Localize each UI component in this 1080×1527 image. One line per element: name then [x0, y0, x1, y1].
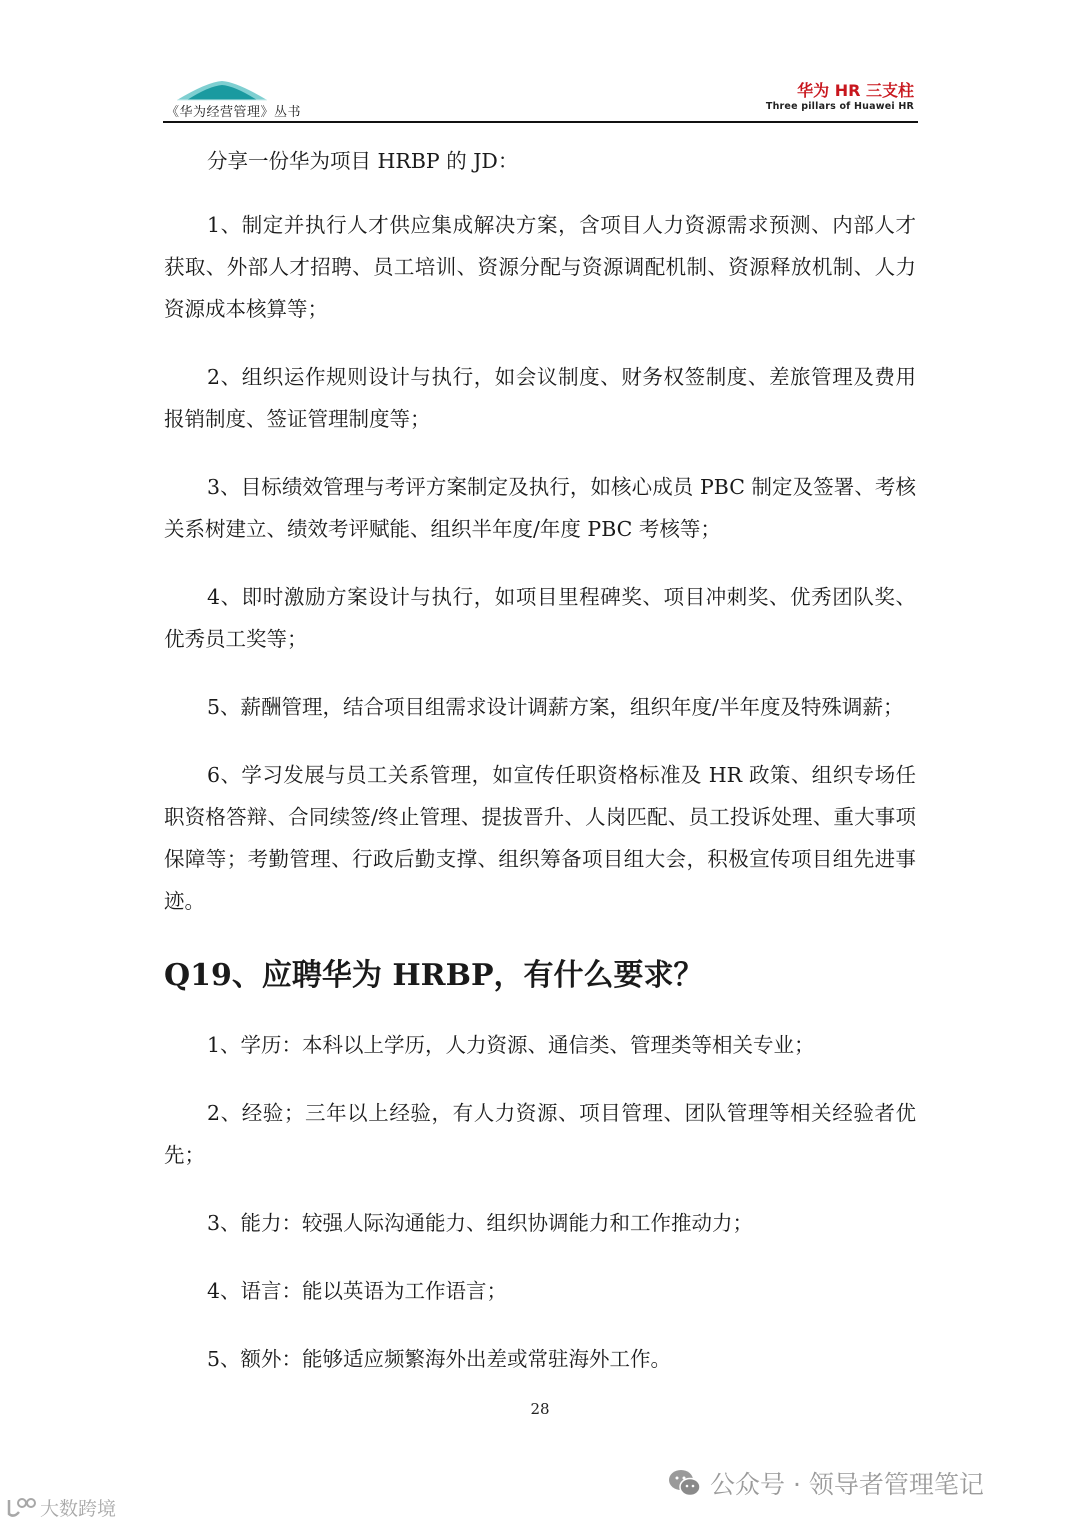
- jd-item: 3、目标绩效管理与考评方案制定及执行，如核心成员 PBC 制定及签署、考核关系树建立、绩效考评赋能、组织半年度/年度 PBC 考核等；: [164, 475, 916, 541]
- requirement-item: 5、额外：能够适应频繁海外出差或常驻海外工作。: [207, 1347, 672, 1371]
- brand-logo-icon: [6, 1497, 36, 1519]
- jd-item: 6、学习发展与员工关系管理，如宣传任职资格标准及 HR 政策、组织专场任职资格答辩、合同续签/终止管理、提拔晋升、人岗匹配、员工投诉处理、重大事项保障等；考勤管理、行政后勤支撑、组织筹备项目组大会，积极宣传项目组先进事迹。: [164, 763, 916, 913]
- jd-item: 2、组织运作规则设计与执行，如会议制度、财务权签制度、差旅管理及费用报销制度、签证管理制度等；: [164, 365, 916, 431]
- mountain-logo-icon: [177, 78, 267, 102]
- requirement-item: 4、语言：能以英语为工作语言；: [207, 1279, 508, 1303]
- wechat-watermark-text: 公众号 · 领导者管理笔记: [710, 1470, 984, 1499]
- header-divider: [163, 121, 918, 123]
- brand-watermark: [6, 1494, 116, 1521]
- requirement-item: 2、经验；三年以上经验，有人力资源、项目管理、团队管理等相关经验者优先；: [164, 1101, 916, 1167]
- page-header: [163, 74, 918, 124]
- wechat-icon: [668, 1468, 702, 1498]
- document-body: [164, 140, 916, 1406]
- brand-title-en: Three pillars of Huawei HR: [765, 101, 914, 112]
- brand-watermark-text: 大数跨境: [40, 1498, 117, 1520]
- intro-paragraph: 分享一份华为项目 HRBP 的 JD：: [207, 149, 519, 173]
- brand-block: [766, 82, 914, 114]
- jd-item: 5、薪酬管理，结合项目组需求设计调薪方案，组织年度/半年度及特殊调薪；: [207, 695, 904, 719]
- page-number: 28: [530, 1400, 550, 1418]
- series-title: 《华为经营管理》丛书: [166, 105, 302, 120]
- wechat-watermark: [668, 1465, 984, 1501]
- requirement-item: 3、能力：较强人际沟通能力、组织协调能力和工作推动力；: [207, 1211, 754, 1235]
- brand-title-cn: 华为 HR 三支柱: [797, 81, 914, 100]
- jd-item: 4、即时激励方案设计与执行，如项目里程碑奖、项目冲刺奖、优秀团队奖、优秀员工奖等；: [164, 585, 916, 651]
- requirement-item: 1、学历：本科以上学历，人力资源、通信类、管理类等相关专业；: [207, 1033, 815, 1057]
- section-heading: Q19、应聘华为 HRBP，有什么要求？: [164, 958, 704, 993]
- jd-item: 1、制定并执行人才供应集成解决方案，含项目人力资源需求预测、内部人才获取、外部人才招聘、员工培训、资源分配与资源调配机制、资源释放机制、人力资源成本核算等；: [164, 213, 916, 321]
